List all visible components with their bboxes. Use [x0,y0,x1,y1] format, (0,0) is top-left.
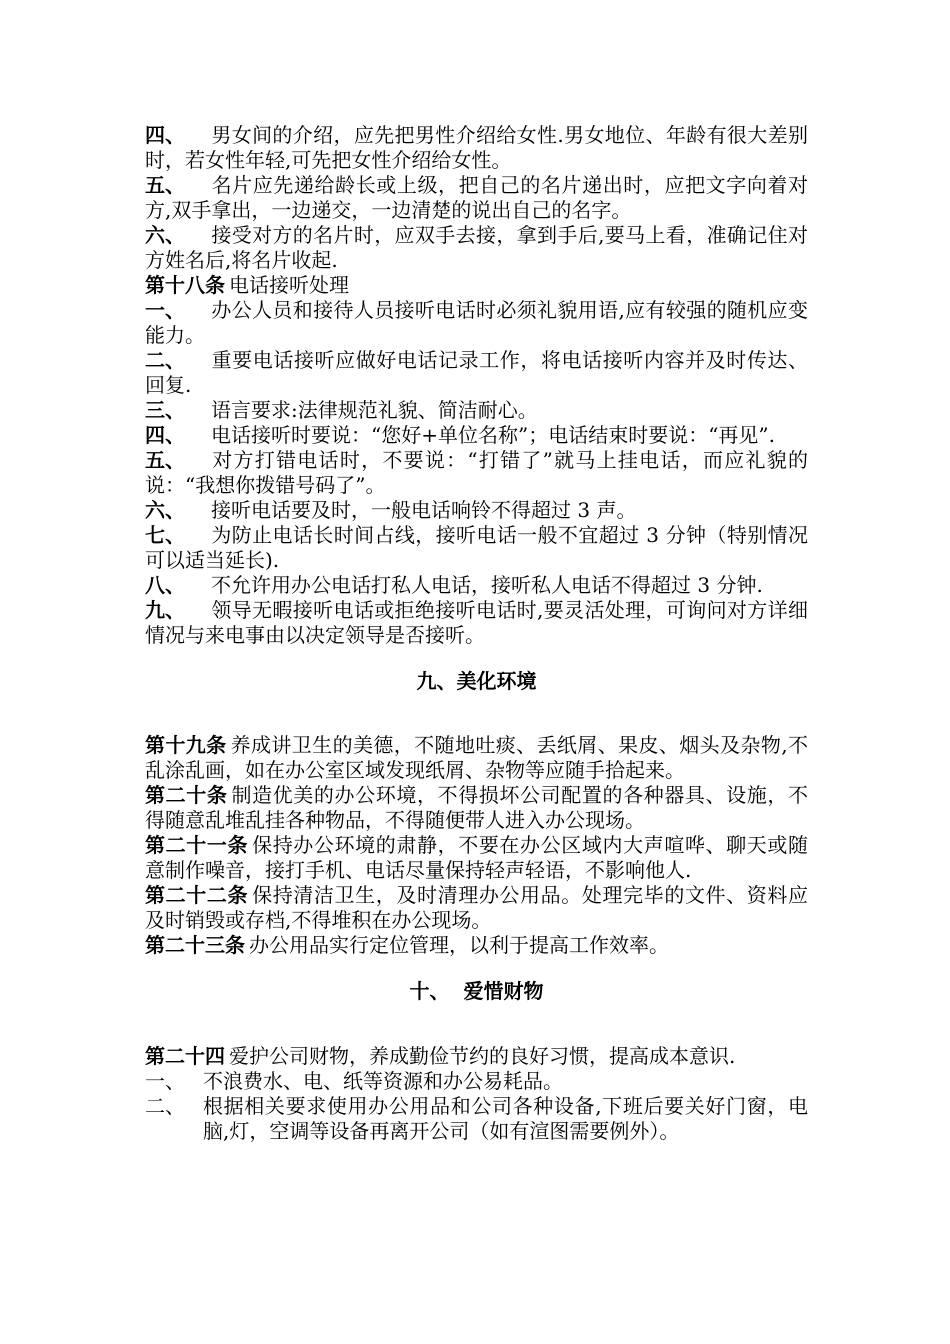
clause-marker: 九、 [145,598,185,622]
clause-marker: 五、 [145,448,185,472]
article-23 [145,933,808,958]
clause-text: 根据相关要求使用办公用品和公司各种设备,下班后要关好门窗，电脑,灯，空调等设备再离开公司（如有渲图需要例外）。 [203,1094,808,1143]
clause-marker: 八、 [145,573,185,597]
clause-marker: 五、 [145,173,185,197]
clause-text: 名片应先递给龄长或上级，把自己的名片递出时，应把文字向着对方,双手拿出，一边递交，一边清楚的说出自己的名字。 [145,173,808,222]
clause-marker: 二、 [145,1094,185,1118]
article-20 [145,783,808,833]
article-text: 制造优美的办公环境，不得损坏公司配置的各种器具、设施，不得随意乱堆乱挂各种物品，不得随便带人进入办公现场。 [145,783,809,832]
clause-marker: 三、 [145,398,185,422]
article-text: 电话接听处理 [229,273,349,297]
clause-marker: 七、 [145,523,185,547]
article-18-item-1 [145,298,808,348]
article-text: 养成讲卫生的美德，不随地吐痰、丢纸屑、果皮、烟头及杂物,不乱涂乱画，如在办公室区域发现纸屑、杂物等应随手拾起来。 [145,733,809,782]
article-text: 爱护公司财物，养成勤俭节约的良好习惯，提高成本意识. [229,1044,736,1068]
article-label: 第十八条 [145,273,225,297]
clause-marker: 六、 [145,498,185,522]
clause-marker: 四、 [145,423,185,447]
article-label: 第二十条 [145,783,228,807]
article-text: 办公用品实行定位管理，以利于提高工作效率。 [249,933,669,957]
article-24-item-2 [145,1094,808,1144]
article-label: 第二十一条 [145,833,249,857]
clause-text: 领导无暇接听电话或拒绝接听电话时,要灵活处理，可询问对方详细情况与来电事由以决定领导是否接听。 [145,598,808,647]
clause-6 [145,223,808,273]
clause-text: 办公人员和接待人员接听电话时必须礼貌用语,应有较强的随机应变能力。 [145,298,808,347]
clause-text: 不允许用办公电话打私人电话，接听私人电话不得超过 3 分钟. [211,573,763,597]
article-18-item-7 [145,523,808,573]
article-18-item-6 [145,498,808,523]
article-label: 第二十二条 [145,883,249,907]
article-24-item-1 [145,1069,808,1094]
clause-text: 接受对方的名片时，应双手去接，拿到手后,要马上看，准确记住对方姓名后,将名片收起. [145,223,808,272]
article-18 [145,273,808,298]
article-21 [145,833,808,883]
article-label: 第十九条 [145,733,227,757]
section-heading-9: 九、美化环境 [416,669,537,693]
article-text: 保持清洁卫生，及时清理办公用品。处理完毕的文件、资料应及时销毁或存档,不得堆积在办公现场。 [145,883,809,932]
clause-text: 为防止电话长时间占线，接听电话一般不宜超过 3 分钟（特别情况可以适当延长). [145,523,808,572]
article-label: 第二十三条 [145,933,245,957]
article-18-item-5 [145,448,808,498]
clause-text: 语言要求:法律规范礼貌、简洁耐心。 [211,398,538,422]
clause-4 [145,123,808,173]
clause-text: 电话接听时要说：“您好+单位名称”；电话结束时要说：“再见”. [211,423,776,447]
article-22 [145,883,808,933]
clause-text: 接听电话要及时，一般电话响铃不得超过 3 声。 [211,498,637,522]
article-24 [145,1044,808,1069]
document-body [145,123,808,1144]
article-18-item-4 [145,423,808,448]
article-label: 第二十四 [145,1044,225,1068]
clause-text: 重要电话接听应做好电话记录工作，将电话接听内容并及时传达、回复. [145,348,808,397]
clause-marker: 六、 [145,223,185,247]
clause-text: 男女间的介绍，应先把男性介绍给女性.男女地位、年龄有很大差别时，若女性年轻,可先把女性介绍给女性。 [145,123,808,172]
section-heading-10: 十、 爱惜财物 [409,979,544,1003]
article-18-item-3 [145,398,808,423]
clause-text: 不浪费水、电、纸等资源和办公易耗品。 [203,1069,563,1093]
article-18-item-2 [145,348,808,398]
article-18-item-9 [145,598,808,648]
clause-5 [145,173,808,223]
clause-marker: 二、 [145,348,185,372]
clause-marker: 一、 [145,1069,185,1093]
clause-text: 对方打错电话时，不要说：“打错了”就马上挂电话，而应礼貌的说：“我想你拨错号码了”。 [145,448,808,497]
article-18-item-8 [145,573,808,598]
article-19 [145,733,808,783]
clause-marker: 四、 [145,123,185,147]
article-text: 保持办公环境的肃静，不要在办公区域内大声喧哗、聊天或随意制作噪音，接打手机、电话尽量保持轻声轻语，不影响他人. [145,833,809,882]
clause-marker: 一、 [145,298,185,322]
